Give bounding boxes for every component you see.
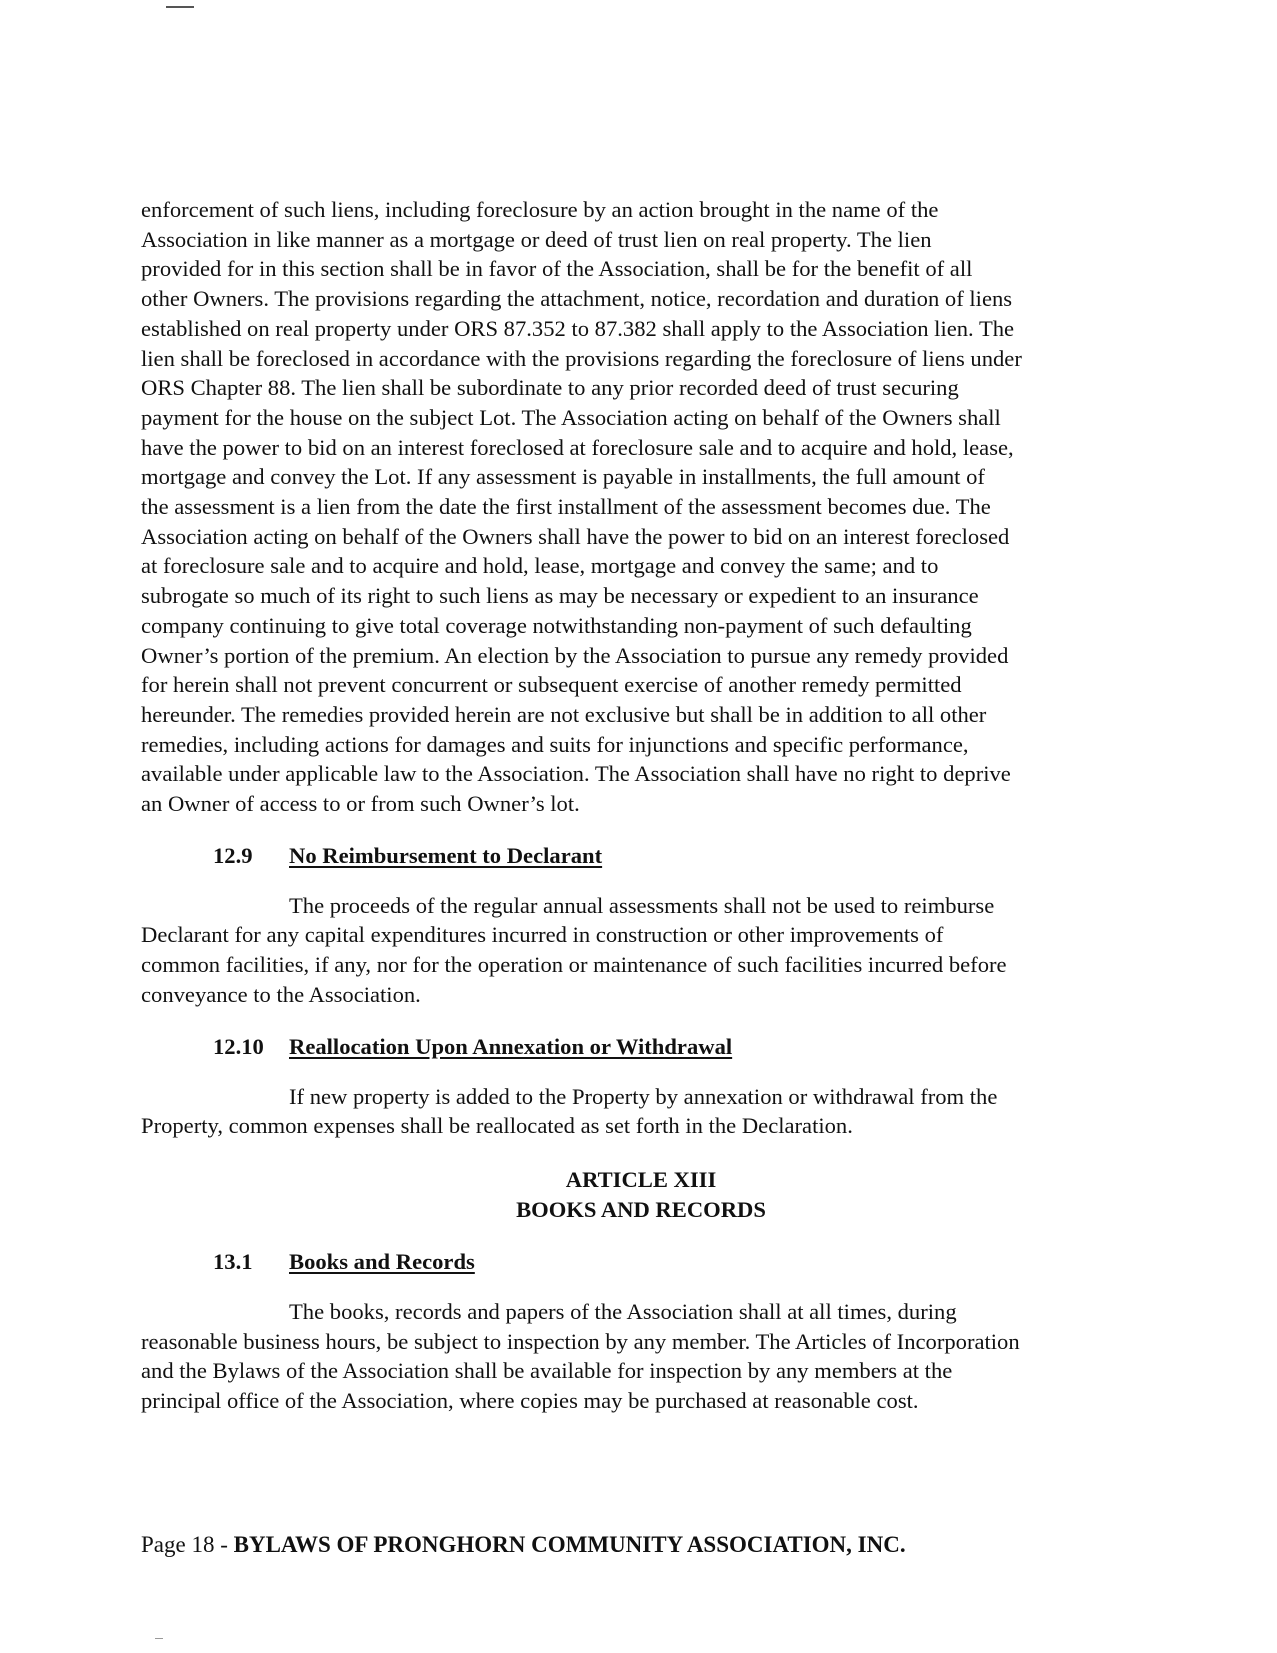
text-line: and the Bylaws of the Association shall be available for inspection by any members at the: [141, 1358, 953, 1384]
text-line: established on real property under ORS 87.352 to 87.382 shall apply to the Association lien. The: [141, 315, 1015, 341]
scan-artifact-dot: [155, 1638, 163, 1639]
text-line: reasonable business hours, be subject to inspection by any member. The Articles of Incorporation: [141, 1328, 1020, 1354]
section-heading-12-9: [141, 841, 1141, 871]
section-heading-13-1: [141, 1247, 1141, 1277]
text-line: mortgage and convey the Lot. If any assessment is payable in installments, the full amount of: [141, 464, 985, 490]
text-line: Association acting on behalf of the Owners shall have the power to bid on an interest foreclosed: [141, 523, 1010, 549]
paragraph-lien-enforcement: [141, 195, 1141, 819]
text-line: an Owner of access to or from such Owner’s lot.: [141, 791, 580, 817]
article-heading: [141, 1165, 1141, 1225]
text-line: other Owners. The provisions regarding the attachment, notice, recordation and duration of liens: [141, 286, 1013, 312]
page-number-label: Page 18 -: [141, 1532, 234, 1557]
text-line: common facilities, if any, nor for the operation or maintenance of such facilities incurred before: [141, 952, 1007, 978]
text-line: principal office of the Association, where copies may be purchased at reasonable cost.: [141, 1388, 919, 1414]
section-number: 12.10: [213, 1033, 264, 1059]
text-line: Owner’s portion of the premium. An election by the Association to pursue any remedy provided: [141, 642, 1009, 668]
document-title: BYLAWS OF PRONGHORN COMMUNITY ASSOCIATION, INC.: [233, 1532, 906, 1557]
section-title: Books and Records: [289, 1248, 475, 1274]
text-line: have the power to bid on an interest foreclosed at foreclosure sale and to acquire and hold, lease,: [141, 434, 1014, 460]
text-line: for herein shall not prevent concurrent or subsequent exercise of another remedy permitted: [141, 672, 962, 698]
article-title: BOOKS AND RECORDS: [516, 1196, 766, 1222]
paragraph-no-reimbursement: [141, 891, 1141, 1010]
paragraph-reallocation: [141, 1082, 1141, 1141]
text-line: Association in like manner as a mortgage or deed of trust lien on real property. The lien: [141, 226, 932, 252]
text-line: at foreclosure sale and to acquire and hold, lease, mortgage and convey the same; and to: [141, 553, 939, 579]
article-number: ARTICLE XIII: [565, 1166, 717, 1192]
text-line: provided for in this section shall be in favor of the Association, shall be for the benefit of all: [141, 256, 973, 282]
section-heading-12-10: [141, 1032, 1141, 1062]
document-page: [141, 195, 1141, 1416]
section-title: No Reimbursement to Declarant: [289, 842, 603, 868]
text-line: ORS Chapter 88. The lien shall be subordinate to any prior recorded deed of trust securing: [141, 375, 959, 401]
section-title: Reallocation Upon Annexation or Withdrawal: [289, 1033, 733, 1059]
text-line: enforcement of such liens, including foreclosure by an action brought in the name of the: [141, 197, 939, 222]
text-line: the assessment is a lien from the date the first installment of the assessment becomes due. The: [141, 494, 991, 520]
text-line: conveyance to the Association.: [141, 981, 421, 1007]
text-line: company continuing to give total coverage notwithstanding non-payment of such defaulting: [141, 612, 972, 638]
section-number: 12.9: [213, 842, 253, 868]
text-line: The books, records and papers of the Association shall at all times, during: [289, 1298, 957, 1324]
page-footer: [141, 1532, 906, 1558]
text-line: lien shall be foreclosed in accordance with the provisions regarding the foreclosure of liens under: [141, 345, 1022, 371]
text-line: subrogate so much of its right to such liens as may be necessary or expedient to an insurance: [141, 583, 979, 609]
text-line: The proceeds of the regular annual assessments shall not be used to reimburse: [289, 892, 995, 918]
text-line: payment for the house on the subject Lot. The Association acting on behalf of the Owners shall: [141, 404, 1001, 430]
paragraph-books-records: [141, 1297, 1141, 1416]
text-line: Property, common expenses shall be reallocated as set forth in the Declaration.: [141, 1113, 853, 1139]
text-line: hereunder. The remedies provided herein are not exclusive but shall be in addition to all other: [141, 701, 987, 727]
section-number: 13.1: [213, 1248, 253, 1274]
text-line: remedies, including actions for damages and suits for injunctions and specific performance,: [141, 731, 969, 757]
text-line: Declarant for any capital expenditures incurred in construction or other improvements of: [141, 922, 944, 948]
scan-artifact-mark: [166, 6, 194, 8]
text-line: available under applicable law to the Association. The Association shall have no right to deprive: [141, 761, 1011, 787]
text-line: If new property is added to the Property by annexation or withdrawal from the: [289, 1083, 998, 1109]
